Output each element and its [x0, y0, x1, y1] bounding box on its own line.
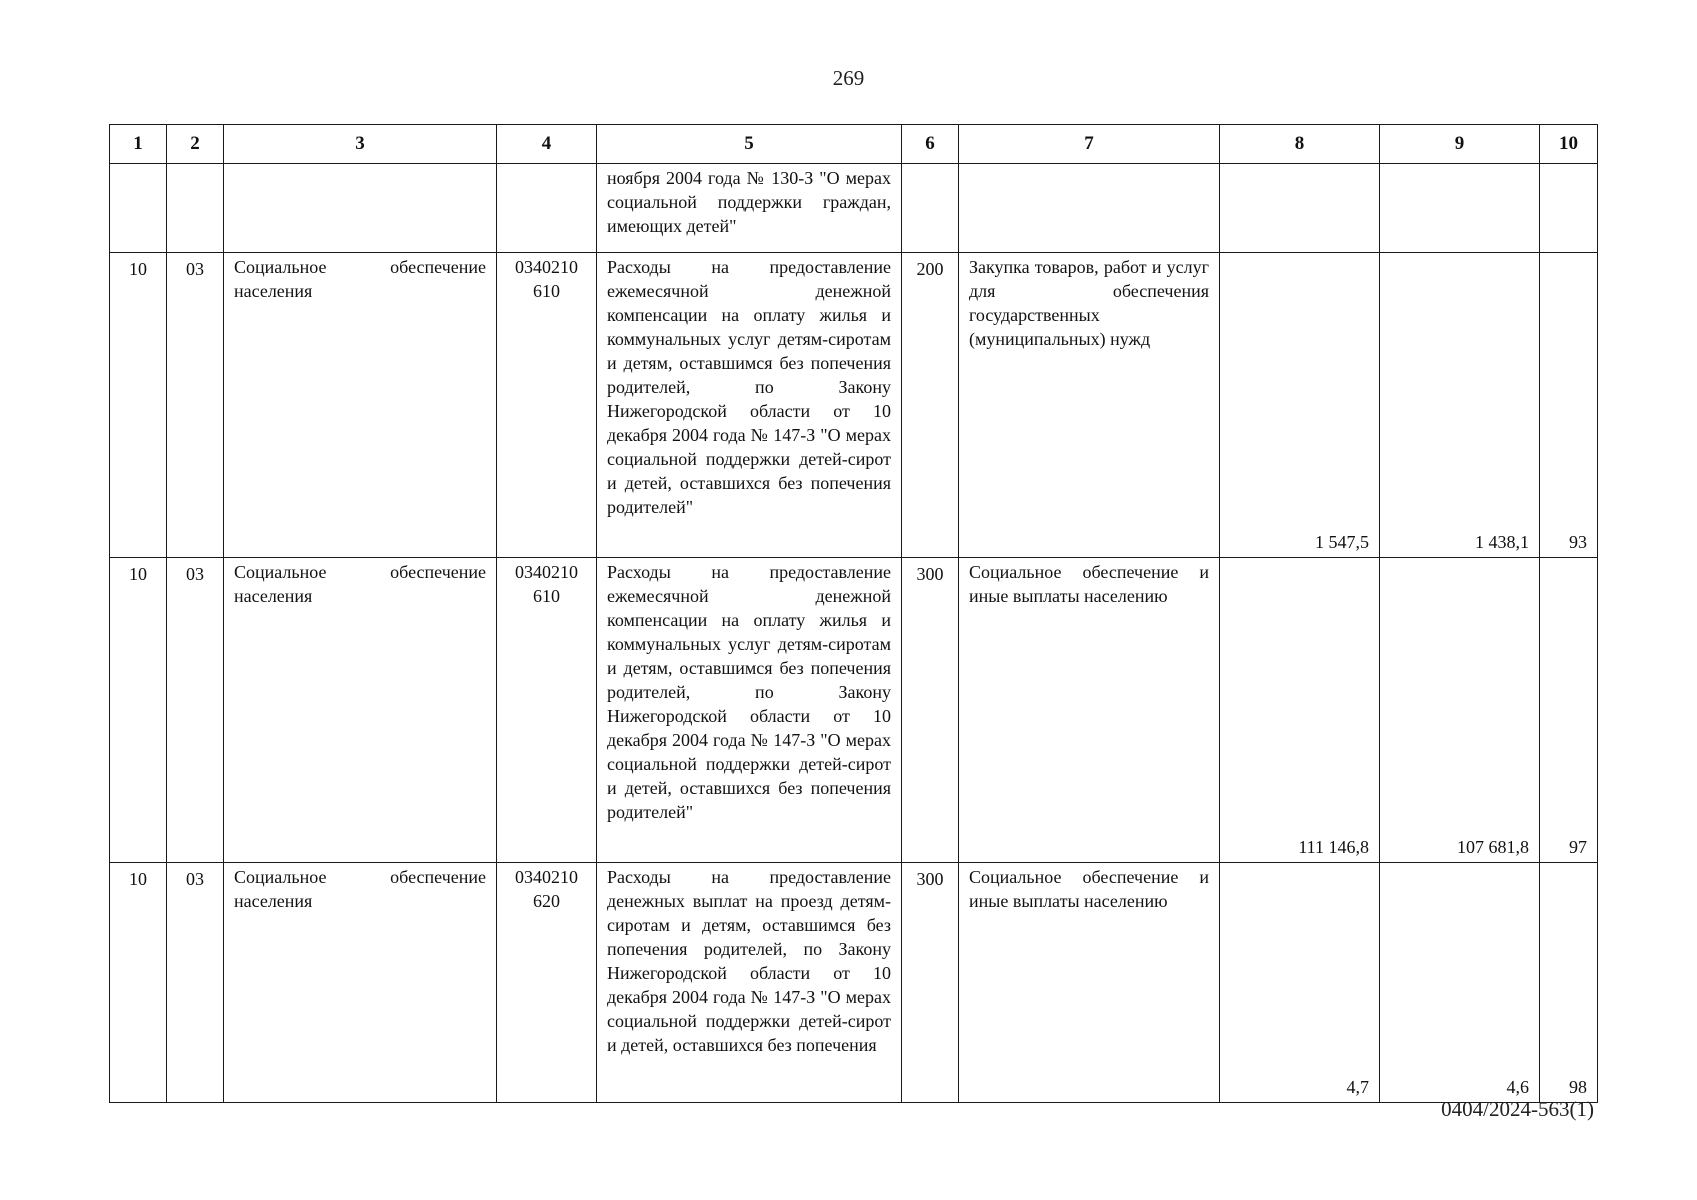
table-row	[110, 253, 1598, 558]
expense-type-name: Социальное обеспечение и иные выплаты населению	[959, 558, 1220, 863]
header-col-10: 10	[1540, 125, 1598, 164]
target-code: 0340210 610	[497, 253, 597, 558]
subsection-code: 03	[167, 863, 224, 1103]
expense-description: Расходы на предоставление денежных выплат на проезд детям-сиротам и детям, оставшимся без попечения родителей, по Закону Нижегородской области от 10 декабря 2004 года № 147-З "О мерах социальной поддержки детей-сирот и детей, оставшихся без попечения	[597, 863, 902, 1103]
header-col-6: 6	[902, 125, 959, 164]
target-code: 0340210 610	[497, 558, 597, 863]
subsection-code: 03	[167, 558, 224, 863]
expense-type-name: Социальное обеспечение и иные выплаты населению	[959, 863, 1220, 1103]
section-name: Социальное обеспечение населения	[224, 863, 497, 1103]
budget-table	[109, 124, 1598, 1103]
document-reference: 0404/2024-563(1)	[1441, 1097, 1594, 1121]
section-code: 10	[110, 558, 167, 863]
header-col-1: 1	[110, 125, 167, 164]
subsection-code: 03	[167, 253, 224, 558]
col-9-value: 4,6	[1380, 863, 1540, 1103]
col-8-value: 4,7	[1220, 863, 1380, 1103]
header-col-5: 5	[597, 125, 902, 164]
expense-type-code: 300	[902, 863, 959, 1103]
section-code: 10	[110, 253, 167, 558]
col-8-value: 1 547,5	[1220, 253, 1380, 558]
expense-type-code: 200	[902, 253, 959, 558]
col-10-value: 97	[1540, 558, 1598, 863]
header-col-7: 7	[959, 125, 1220, 164]
target-code: 0340210 620	[497, 863, 597, 1103]
header-col-2: 2	[167, 125, 224, 164]
col-9-value: 107 681,8	[1380, 558, 1540, 863]
continuation-text: ноября 2004 года № 130-З "О мерах социальной поддержки граждан, имеющих детей"	[597, 164, 902, 253]
section-code: 10	[110, 863, 167, 1103]
section-name: Социальное обеспечение населения	[224, 558, 497, 863]
header-col-9: 9	[1380, 125, 1540, 164]
header-col-8: 8	[1220, 125, 1380, 164]
header-col-3: 3	[224, 125, 497, 164]
table-row	[110, 863, 1598, 1103]
expense-description: Расходы на предоставление ежемесячной денежной компенсации на оплату жилья и коммунальных услуг детям-сиротам и детям, оставшимся без попечения родителей, по Закону Нижегородской области от 10 декабря 2004 года № 147-З "О мерах социальной поддержки детей-сирот и детей, оставшихся без попечения родителей"	[597, 253, 902, 558]
expense-description: Расходы на предоставление ежемесячной денежной компенсации на оплату жилья и коммунальных услуг детям-сиротам и детям, оставшимся без попечения родителей, по Закону Нижегородской области от 10 декабря 2004 года № 147-З "О мерах социальной поддержки детей-сирот и детей, оставшихся без попечения родителей"	[597, 558, 902, 863]
expense-type-name: Закупка товаров, работ и услуг для обеспечения государственных (муниципальных) нужд	[959, 253, 1220, 558]
col-10-value: 98	[1540, 863, 1598, 1103]
page-number: 269	[832, 66, 865, 90]
expense-type-code: 300	[902, 558, 959, 863]
continuation-row	[110, 164, 1598, 253]
header-col-4: 4	[497, 125, 597, 164]
col-9-value: 1 438,1	[1380, 253, 1540, 558]
section-name: Социальное обеспечение населения	[224, 253, 497, 558]
table-row	[110, 558, 1598, 863]
table-header-row	[110, 125, 1598, 164]
col-10-value: 93	[1540, 253, 1598, 558]
col-8-value: 111 146,8	[1220, 558, 1380, 863]
